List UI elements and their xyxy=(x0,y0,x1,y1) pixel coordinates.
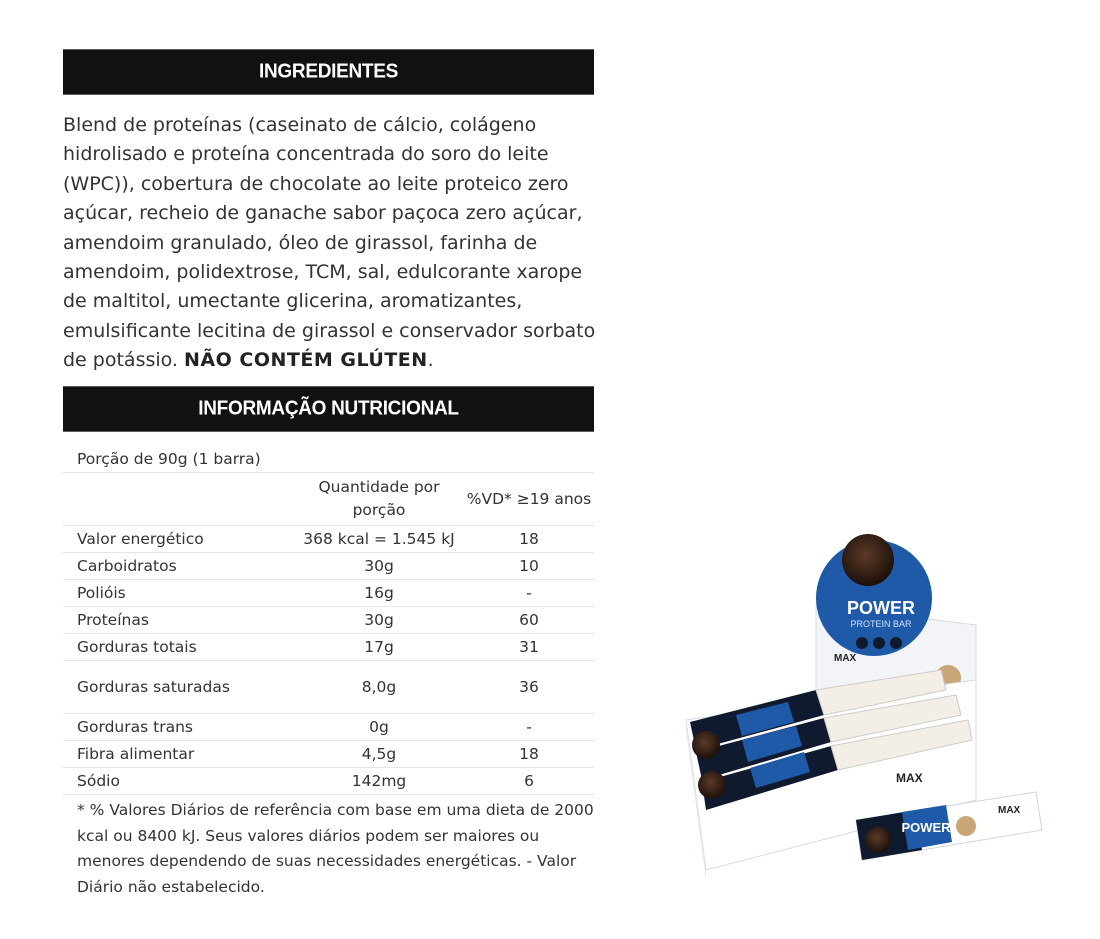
nutrient-name: Gorduras saturadas xyxy=(63,661,294,714)
nutrient-name: Sódio xyxy=(63,768,294,795)
header-vd: %VD* ≥19 anos xyxy=(464,473,594,526)
nutrient-qty: 0g xyxy=(294,714,464,741)
nutrient-vd: - xyxy=(464,714,594,741)
logo-power: POWER xyxy=(846,598,916,618)
nutrient-name: Gorduras trans xyxy=(63,714,294,741)
nutrient-vd: 36 xyxy=(464,661,594,714)
nutrient-qty: 8,0g xyxy=(294,661,464,714)
nutrition-table xyxy=(63,445,594,900)
nutrient-vd: 10 xyxy=(464,553,594,580)
brownie-icon xyxy=(842,534,894,586)
ingredients-text xyxy=(63,111,603,376)
product-image xyxy=(676,530,1056,890)
header-row xyxy=(63,473,594,526)
footnote: * % Valores Diários de referência com base em uma dieta de 2000 kcal ou 8400 kJ. Seus valores diários podem ser maiores ou menores dependendo de suas necessidades energéticas. - Valor Diário não estabelecido. xyxy=(77,801,594,896)
table-row xyxy=(63,580,594,607)
nutrient-qty: 16g xyxy=(294,580,464,607)
nutrient-name: Polióis xyxy=(63,580,294,607)
nutrient-vd: 60 xyxy=(464,607,594,634)
gluten-suffix: . xyxy=(427,349,434,372)
ingredients-heading: INGREDIENTES xyxy=(63,49,594,94)
logo-subname: PROTEIN BAR xyxy=(850,619,912,629)
header-blank xyxy=(63,473,294,526)
table-row xyxy=(63,714,594,741)
box-brand: MAX xyxy=(896,771,923,785)
header-quantity: Quantidade por porção xyxy=(294,473,464,526)
nutrition-heading: INFORMAÇÃO NUTRICIONAL xyxy=(63,386,594,431)
nutrient-qty: 30g xyxy=(294,607,464,634)
nutrient-qty: 30g xyxy=(294,553,464,580)
nutrient-qty: 142mg xyxy=(294,768,464,795)
table-row xyxy=(63,607,594,634)
gluten-note: NÃO CONTÉM GLÚTEN xyxy=(184,349,428,372)
table-row xyxy=(63,526,594,553)
ingredients-body: Blend de proteínas (caseinato de cálcio, colágeno hidrolisado e proteína concentrada do soro do leite (WPC)), cobertura de chocolate ao leite proteico zero açúcar, recheio de ganache sabor paçoca zero açúcar, amendoim granulado, óleo de girassol, farinha de amendoim, polidextrose, TCM, sal, edulcorante xarope de maltitol, umectante glicerina, aromatizantes, emulsificante lecitina de girassol e conservador sorbato de potássio. xyxy=(63,114,596,372)
table-row xyxy=(63,553,594,580)
nutrient-vd: 18 xyxy=(464,526,594,553)
nutrient-name: Gorduras totais xyxy=(63,634,294,661)
table-row xyxy=(63,768,594,795)
nutrient-name: Carboidratos xyxy=(63,553,294,580)
nutrient-vd: 18 xyxy=(464,741,594,768)
nutrient-qty: 368 kcal = 1.545 kJ xyxy=(294,526,464,553)
nutrient-name: Fibra alimentar xyxy=(63,741,294,768)
nutrient-qty: 17g xyxy=(294,634,464,661)
nutrient-vd: 31 xyxy=(464,634,594,661)
table-row xyxy=(63,661,594,714)
footnote-row xyxy=(63,795,594,901)
nutrient-vd: - xyxy=(464,580,594,607)
lid-brand: MAX xyxy=(834,653,857,664)
portion-label: Porção de 90g (1 barra) xyxy=(63,445,594,473)
table-row xyxy=(63,634,594,661)
nutrient-name: Valor energético xyxy=(63,526,294,553)
portion-row xyxy=(63,445,594,473)
product-box-illustration xyxy=(676,530,1056,890)
nutrient-qty: 4,5g xyxy=(294,741,464,768)
nutrient-name: Proteínas xyxy=(63,607,294,634)
table-row xyxy=(63,741,594,768)
nutrient-vd: 6 xyxy=(464,768,594,795)
single-bar-brand: MAX xyxy=(998,805,1021,816)
single-bar-power: POWER xyxy=(901,820,951,835)
